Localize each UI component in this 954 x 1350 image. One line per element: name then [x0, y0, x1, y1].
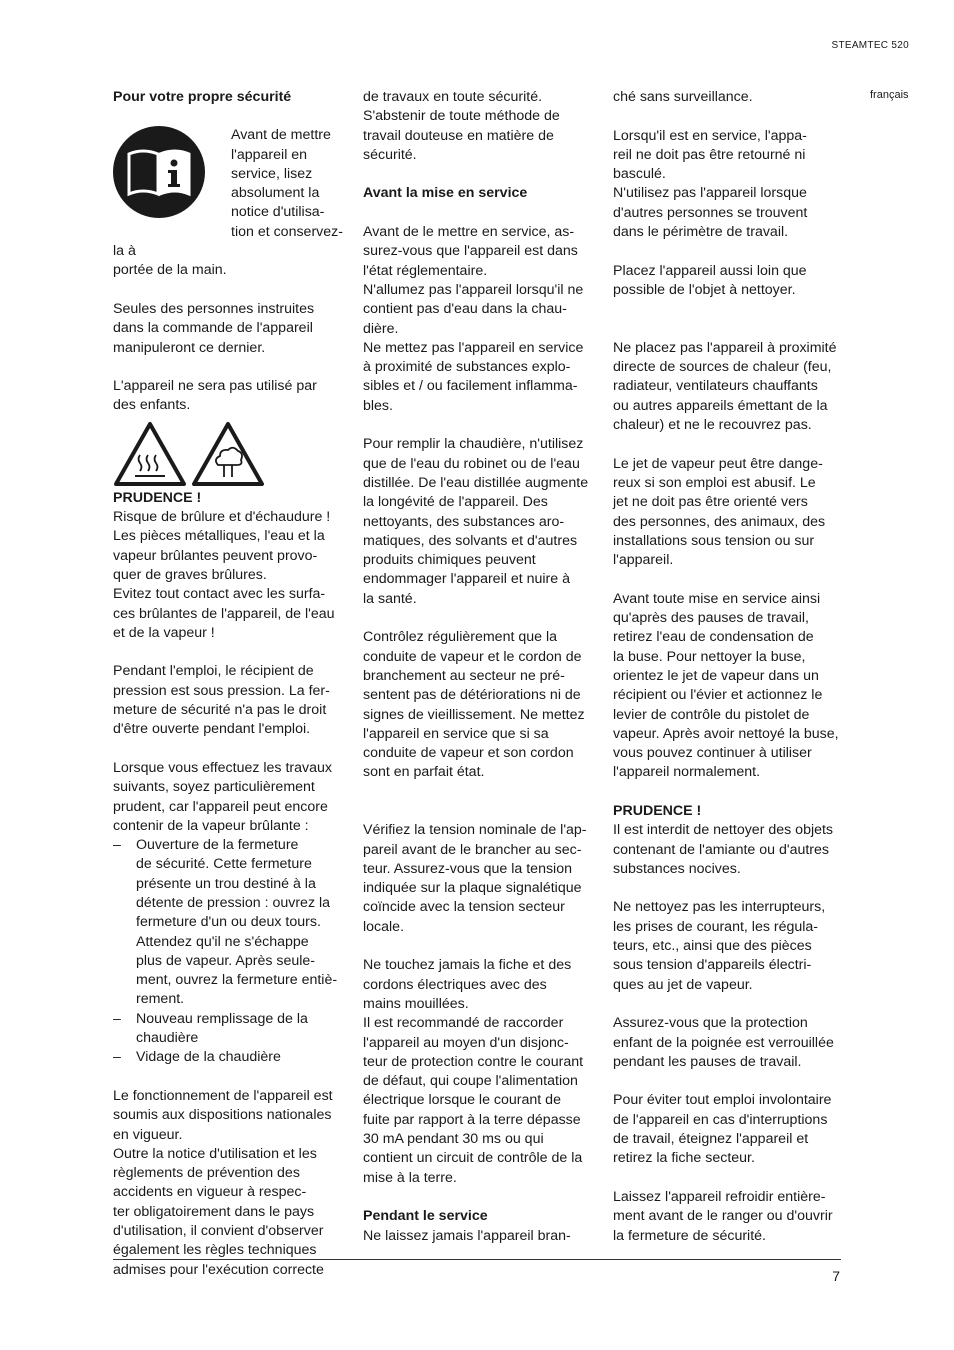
filling-text: Pour remplir la chaudière, n'utilisez que de l'eau du robinet ou de l'eau distillée. De l'eau distillée augmente la longévité de l'appareil. Des nettoyants, des substances aro- matiques, des solvants et d'autres produits chimiques peuvent endommager l'appareil et nuire à la santé.	[363, 436, 589, 607]
read-manual-icon	[113, 126, 205, 218]
plug-text: Ne touchez jamais la fiche et des cordons électriques avec des mains mouillées. Il est recommandé de raccorder l'appareil au moyen d'un disjonc- teur de protection contre le courant de défaut, qui coupe l'alimentation électrique lorsque le courant de fuite par rapport à la terre dépasse 30 mA pendant 30 ms ou qui contient un circuit de contrôle de la mise à la terre.	[363, 957, 584, 1186]
interruption-text: Pour éviter tout emploi involontaire de l'appareil en cas d'interruptions de travail, éteignez l'appareil et retirez la fiche secteur.	[613, 1092, 832, 1167]
hot-steam-warning-icon	[191, 421, 265, 487]
careful-text: Lorsque vous effectuez les travaux suivants, soyez particulièrement prudent, car l'appareil peut encore contenir de la vapeur brûlante :	[113, 759, 332, 834]
voltage-text: Vérifiez la tension nominale de l'ap- pareil avant de le brancher au sec- teur. Assurez-vous que la tension indiquée sur la plaque signalétique coïncide avec la tension secteur locale.	[363, 822, 587, 935]
list-item: – Ouverture de la fermeture de sécurité. Cette fermeture présente un trou destiné à la détente de pression : ouvrez la fermeture d'un ou deux tours. Attendez qu'il ne s'échappe plus de vapeur. Après seule- ment, ouvrez la fermeture entiè- rement.	[113, 836, 345, 1010]
heat-sources-text: Ne placez pas l'appareil à proximité directe de sources de chaleur (feu, radiateur, ventilateurs chauffants ou autres appareils émettant de la chaleur) et ne le recouvrez pas.	[613, 339, 837, 434]
distance-text: Placez l'appareil aussi loin que possible de l'objet à nettoyer.	[613, 262, 807, 298]
heading-before-use: Avant la mise en service	[363, 185, 528, 202]
switches-text: Ne nettoyez pas les interrupteurs, les prises de courant, les régula- teurs, etc., ainsi que des pièces sous tension d'appareils électri- ques au jet de vapeur.	[613, 899, 826, 993]
check-cables-text: Contrôlez régulièrement que la conduite de vapeur et le cordon de branchement au secteur ne pré- sentent pas de détériorations ni de signes de vieillissement. Ne mettez l'appareil en service que si sa conduite de vapeur et son cordon sont en parfait état.	[363, 629, 585, 781]
instructed-persons-text: Seules des personnes instruites dans la commande de l'appareil manipuleront ce dernier.	[113, 300, 315, 356]
before-use-text: Avant de le mettre en service, as- surez-vous que l'appareil est dans l'état réglementaire. N'allumez pas l'appareil lorsqu'il ne contient pas d'eau dans la chau- dière. Ne mettez pas l'appareil en service à proximité de substances explo- sibles et / ou facilement inflamma- bles.	[363, 224, 584, 414]
column-1	[113, 88, 345, 1280]
hot-steam-tasks-list	[113, 836, 345, 1068]
cool-down-text: Laissez l'appareil refroidir entière- ment avant de le ranger ou d'ouvrir la fermeture de sécurité.	[613, 1188, 833, 1244]
column-3	[613, 88, 845, 1246]
regulations-text: Le fonctionnement de l'appareil est soumis aux dispositions nationales en vigueur. Outre la notice d'utilisation et les règlements de prévention des accidents en vigueur à respec- ter obligatoirement dans le pays d'utilisation, il convient d'observer également les règles techniques admises pour l'exécution correcte	[113, 1087, 333, 1278]
list-item: – Nouveau remplissage de la chaudière	[113, 1010, 345, 1049]
steam-jet-text: Le jet de vapeur peut être dange- reux si son emploi est abusif. Le jet ne doit pas être orienté vers des personnes, des animaux, des installations sous tension ou sur l'appareil.	[613, 455, 826, 569]
footer-divider	[113, 1259, 841, 1260]
heading-safety: Pour votre propre sécurité	[113, 89, 292, 105]
unattended-continued-text: ché sans surveillance.	[613, 89, 753, 105]
list-item: – Vidage de la chaudière	[113, 1048, 345, 1067]
tipping-text: Lorsqu'il est en service, l'appa- reil ne doit pas être retourné ni basculé. N'utilisez pas l'appareil lorsque d'autres personnes se trouvent dans le périmètre de travail.	[613, 127, 808, 241]
hot-surface-warning-icon	[113, 421, 187, 487]
intro-text: Avant de mettre l'appareil en service, lisez absolument la notice d'utilisa- tion et conservez-la à portée de la main.	[113, 127, 343, 279]
caution-text-2: Il est interdit de nettoyer des objets contenant de l'amiante ou d'autres substances nocives.	[613, 822, 834, 877]
children-text: L'appareil ne sera pas utilisé par des enfants.	[113, 378, 317, 414]
column-2	[363, 88, 595, 1246]
language-label: français	[870, 89, 909, 101]
caution-title-2: PRUDENCE !	[613, 802, 702, 819]
header-model: STEAMTEC 520	[831, 40, 909, 51]
during-use-text: Ne laissez jamais l'appareil bran-	[363, 1227, 571, 1244]
page-number: 7	[832, 1268, 840, 1284]
caution-title-1: PRUDENCE !	[113, 489, 202, 506]
caution-text-1: Risque de brûlure et d'échaudure ! Les pièces métalliques, l'eau et la vapeur brûlantes peuvent provo- quer de graves brûlures. Evitez tout contact avec les surfa- ces brûlantes de l'appareil, de l'eau et de la vapeur !	[113, 509, 335, 641]
pressure-text: Pendant l'emploi, le récipient de pression est sous pression. La fer- meture de sécurité n'a pas le droit d'être ouverte pendant l'emploi.	[113, 663, 330, 738]
heading-during-use: Pendant le service	[363, 1208, 488, 1225]
child-lock-text: Assurez-vous que la protection enfant de la poignée est verrouillée pendant les pauses de travail.	[613, 1015, 834, 1070]
condensation-text: Avant toute mise en service ainsi qu'après des pauses de travail, retirez l'eau de condensation de la buse. Pour nettoyer la buse, orientez le jet de vapeur dans un récipient ou l'évier et actionnez le levier de contrôle du pistolet de vapeur. Après avoir nettoyé la buse, vous pouvez continuer à utiliser l'appareil normalement.	[613, 590, 839, 781]
warning-icons	[113, 421, 345, 487]
regulations-continued-text: de travaux en toute sécurité. S'abstenir de toute méthode de travail douteuse en matière de sécurité.	[363, 89, 560, 163]
